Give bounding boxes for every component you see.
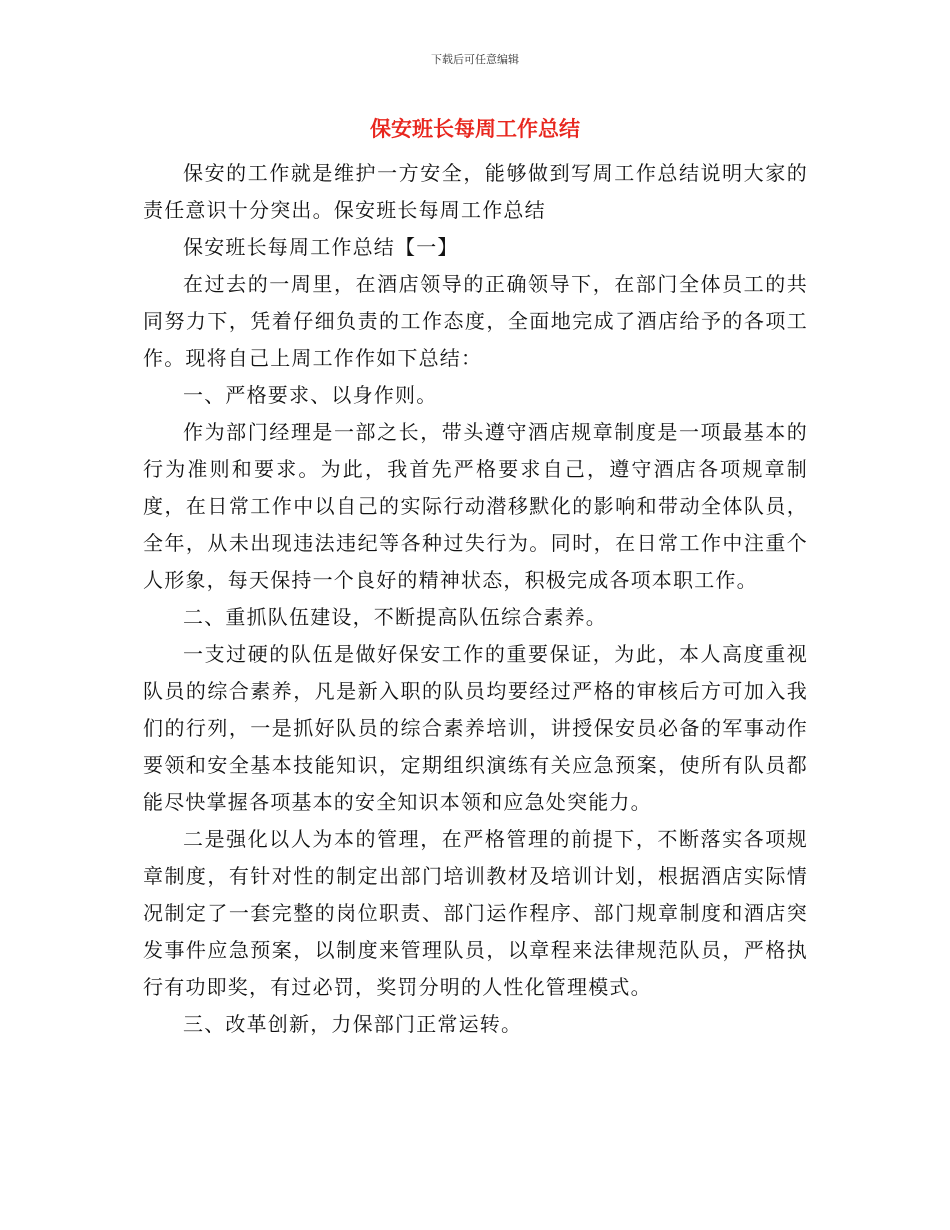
paragraph-heading-3: 三、改革创新，力保部门正常运转。: [183, 1012, 523, 1036]
document-body: [143, 155, 808, 1043]
page-header: 下载后可任意编辑: [431, 53, 519, 66]
document-title: 保安班长每周工作总结: [370, 116, 580, 141]
paragraph-body-2b: 二是强化以人为本的管理，在严格管理的前提下，不断落实各项规章制度，有针对性的制定出部门培训教材及培训计划，根据酒店实际情况制定了一套完整的岗位职责、部门运作程序、部门规章制度和酒店突发事件应急预案，以制度来管理队员，以章程来法律规范队员，严格执行有功即奖，有过必罚，奖罚分明的人性化管理模式。: [143, 827, 808, 999]
paragraph-body-1: 作为部门经理是一部之长，带头遵守酒店规章制度是一项最基本的行为准则和要求。为此，我首先严格要求自己，遵守酒店各项规章制度，在日常工作中以自己的实际行动潜移默化的影响和带动全体队员，全年，从未出现违法违纪等各种过失行为。同时，在日常工作中注重个人形象，每天保持一个良好的精神状态，积极完成各项本职工作。: [143, 420, 808, 592]
paragraph-body-2a: 一支过硬的队伍是做好保安工作的重要保证，为此，本人高度重视队员的综合素养，凡是新入职的队员均要经过严格的审核后方可加入我们的行列，一是抓好队员的综合素养培训，讲授保安员必备的军事动作要领和安全基本技能知识，定期组织演练有关应急预案，使所有队员都能尽快掌握各项基本的安全知识本领和应急处突能力。: [143, 642, 808, 814]
paragraph-heading-2: 二、重抓队伍建设，不断提高队伍综合素养。: [183, 605, 607, 629]
paragraph-section-heading: 保安班长每周工作总结【一】: [183, 235, 459, 259]
paragraph-heading-1: 一、严格要求、以身作则。: [183, 383, 438, 407]
paragraph-overview: 在过去的一周里，在酒店领导的正确领导下，在部门全体员工的共同努力下，凭着仔细负责的工作态度，全面地完成了酒店给予的各项工作。现将自己上周工作作如下总结：: [143, 272, 808, 370]
paragraph-intro: 保安的工作就是维护一方安全，能够做到写周工作总结说明大家的责任意识十分突出。保安班长每周工作总结: [143, 161, 808, 222]
